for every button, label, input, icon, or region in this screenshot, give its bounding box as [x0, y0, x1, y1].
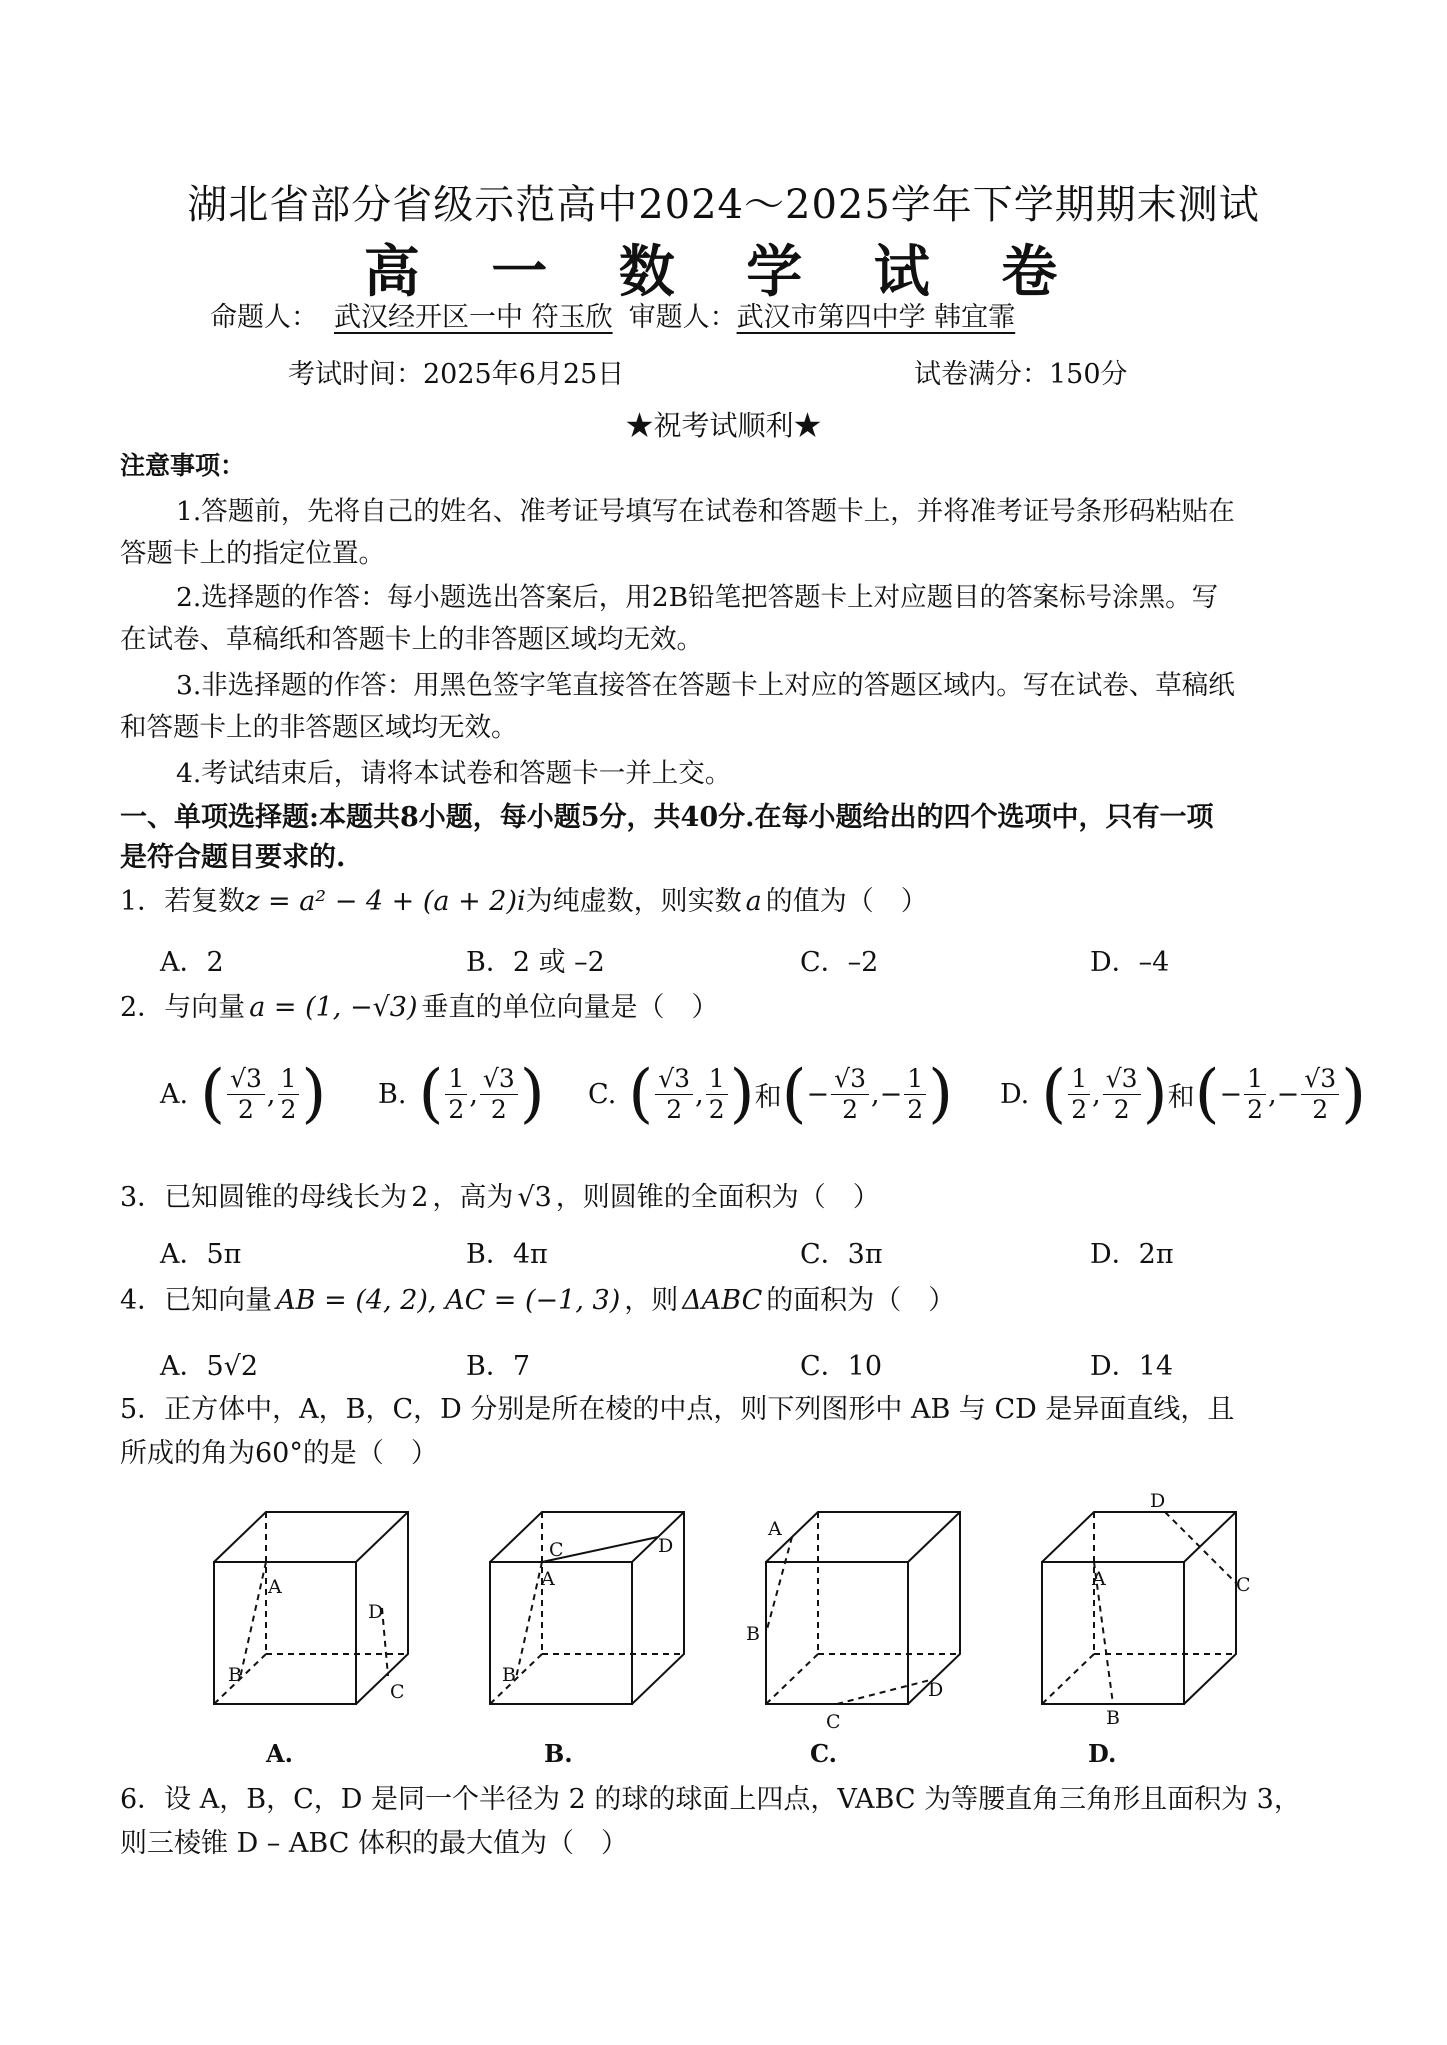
- q4-stem-mid: ，则: [624, 1285, 679, 1316]
- cube-figure-c: [766, 1512, 960, 1704]
- section-heading-line-1: 一、单项选择题:本题共8小题，每小题5分，共40分.在每小题给出的四个选项中，只有一项: [120, 802, 1214, 833]
- question-6-line-2: 则三棱锥 D – ABC 体积的最大值为（ ）: [120, 1828, 628, 1859]
- note-1-line-1: 1.答题前，先将自己的姓名、准考证号填写在试卷和答题卡上，并将准考证号条形码粘贴在: [176, 496, 1235, 527]
- note-3-line-1: 3.非选择题的作答：用黑色签字笔直接答在答题卡上对应的答题区域内。写在试卷、草稿纸: [176, 670, 1235, 701]
- q3-slant: 2: [411, 1182, 429, 1213]
- notes-heading: 注意事项：: [120, 451, 246, 480]
- q1-option-d[interactable]: D．–4: [1090, 947, 1170, 978]
- fig-d-caption: D.: [1088, 1739, 1117, 1768]
- q2-option-c-and: 和: [754, 1081, 782, 1113]
- q1-variable: a: [745, 886, 762, 917]
- fig-a-point-b: B: [228, 1664, 242, 1686]
- q5-cube-figures: [200, 1490, 1280, 1770]
- q1-number: 1．: [120, 886, 165, 917]
- q3-stem-end: ，则圆锥的全面积为（ ）: [555, 1182, 880, 1213]
- full-score: 试卷满分：150分: [914, 359, 1128, 390]
- fig-b-caption: B.: [544, 1739, 573, 1768]
- reviewer-label: 审题人：: [628, 302, 737, 333]
- q1-option-c[interactable]: C．–2: [800, 947, 879, 978]
- fig-c-point-b: B: [746, 1623, 760, 1645]
- question-1: [120, 884, 928, 920]
- fig-b-point-a: A: [541, 1568, 555, 1590]
- q3-height: √3: [517, 1182, 552, 1213]
- note-1-line-2: 答题卡上的指定位置。: [120, 538, 385, 569]
- fig-d-point-a: A: [1092, 1568, 1106, 1590]
- q4-option-d[interactable]: D．14: [1090, 1351, 1174, 1382]
- q4-option-b[interactable]: B．7: [466, 1351, 531, 1382]
- q4-formula: AB = (4, 2), AC = (−1, 3): [276, 1285, 621, 1316]
- question-4: [120, 1283, 955, 1319]
- cube-figure-b: [490, 1512, 684, 1704]
- q1-stem-mid: 为纯虚数，则实数: [525, 886, 742, 917]
- q1-formula: z = a² − 4 + (a + 2)i: [245, 886, 526, 917]
- q4-stem-end: 的面积为（ ）: [766, 1285, 956, 1316]
- q3-stem-mid: ，高为: [432, 1182, 514, 1213]
- q2-number: 2．: [120, 992, 165, 1023]
- q2-formula: a = (1, −√3): [249, 992, 418, 1023]
- question-5-line-2: 所成的角为60°的是（ ）: [120, 1438, 438, 1469]
- q2-option-c-label: C.: [588, 1078, 617, 1110]
- fig-a-caption: A.: [266, 1739, 293, 1768]
- fig-a-point-c: C: [390, 1681, 405, 1703]
- q2-option-a[interactable]: A. ( $\frac{√3}{2}$ , $\frac{1}{2}$ ): [160, 1057, 327, 1131]
- note-3-line-2: 和答题卡上的非答题区域均无效。: [120, 712, 518, 743]
- q2-option-d-and: 和: [1167, 1081, 1195, 1113]
- q1-option-a[interactable]: A．2: [160, 947, 224, 978]
- question-6-line-1: 6．设 A，B，C，D 是同一个半径为 2 的球的球面上四点，VABC 为等腰直角三角形且面积为 3，: [120, 1784, 1301, 1815]
- fig-a-point-d: D: [368, 1601, 384, 1623]
- author-name: 武汉经开区一中 符玉欣: [334, 302, 613, 333]
- section-heading-line-2: 是符合题目要求的.: [120, 842, 346, 873]
- q1-stem-end: 的值为（ ）: [765, 886, 928, 917]
- fig-c-point-a: A: [768, 1518, 782, 1540]
- fig-c-point-d: D: [928, 1679, 944, 1701]
- q4-number: 4．: [120, 1285, 165, 1316]
- fig-d-point-c: C: [1236, 1574, 1251, 1596]
- q1-option-b[interactable]: B．2 或 –2: [466, 947, 605, 978]
- exam-title: 湖北省部分省级示范高中2024～2025学年下学期期末测试: [187, 182, 1260, 228]
- q2-stem-start: 与向量: [164, 992, 246, 1023]
- q2-option-d[interactable]: D. ( $\frac{1}{2}$ , $\frac{√3}{2}$ ) 和 ( − $\frac{1}{2}$ ,− $\frac{√3}{2}$ ): [1000, 1057, 1367, 1131]
- q3-option-a[interactable]: A．5π: [160, 1239, 242, 1270]
- q3-option-c[interactable]: C．3π: [800, 1239, 883, 1270]
- fig-b-point-d: D: [658, 1535, 674, 1557]
- q3-option-d[interactable]: D．2π: [1090, 1239, 1174, 1270]
- fig-d-point-b: B: [1106, 1707, 1120, 1729]
- author-line: [210, 300, 1015, 336]
- q2-option-b[interactable]: B. ( $\frac{1}{2}$ , $\frac{√3}{2}$ ): [378, 1057, 545, 1131]
- author-label: 命题人：: [210, 302, 318, 333]
- q2-option-c[interactable]: C. ( $\frac{√3}{2}$ , $\frac{1}{2}$ ) 和 ( − $\frac{√3}{2}$ ,− $\frac{1}{2}$ ): [588, 1057, 954, 1131]
- question-2: [120, 990, 719, 1026]
- q4-option-a[interactable]: A．5√2: [160, 1351, 259, 1382]
- q4-option-c[interactable]: C．10: [800, 1351, 883, 1382]
- q2-option-a-label: A.: [160, 1078, 189, 1110]
- q3-option-b[interactable]: B．4π: [466, 1239, 548, 1270]
- cube-figure-d: [1042, 1512, 1236, 1704]
- exam-subtitle: 高 一 数 学 试 卷: [363, 239, 1084, 305]
- note-4: 4.考试结束后，请将本试卷和答题卡一并上交。: [176, 758, 732, 789]
- q2-option-d-label: D.: [1000, 1078, 1030, 1110]
- note-2-line-1: 2.选择题的作答：每小题选出答案后，用2B铅笔把答题卡上对应题目的答案标号涂黑。写: [176, 582, 1219, 613]
- note-2-line-2: 在试卷、草稿纸和答题卡上的非答题区域均无效。: [120, 624, 703, 655]
- fig-c-point-c: C: [826, 1711, 841, 1733]
- q2-stem-end: 垂直的单位向量是（ ）: [421, 992, 719, 1023]
- reviewer-name: 武汉市第四中学 韩宜霏: [736, 302, 1016, 333]
- question-5-line-1: 5．正方体中，A，B，C，D 分别是所在棱的中点，则下列图形中 AB 与 CD 是异面直线，且: [120, 1394, 1235, 1425]
- good-luck-banner: ★祝考试顺利★: [625, 409, 822, 442]
- fig-a-point-a: A: [268, 1576, 282, 1598]
- fig-c-caption: C.: [810, 1739, 838, 1768]
- q3-number: 3．: [120, 1182, 165, 1213]
- fig-b-point-c: C: [549, 1539, 564, 1561]
- exam-time: 考试时间：2025年6月25日: [288, 359, 625, 390]
- q3-stem-start: 已知圆锥的母线长为: [164, 1182, 408, 1213]
- fig-d-point-d: D: [1150, 1490, 1166, 1512]
- q4-triangle: ΔABC: [682, 1285, 763, 1316]
- fig-b-point-b: B: [502, 1664, 516, 1686]
- q1-stem-start: 若复数: [164, 886, 246, 917]
- q2-option-b-label: B.: [378, 1078, 407, 1110]
- question-3: [120, 1180, 880, 1216]
- q4-stem-start: 已知向量: [164, 1285, 273, 1316]
